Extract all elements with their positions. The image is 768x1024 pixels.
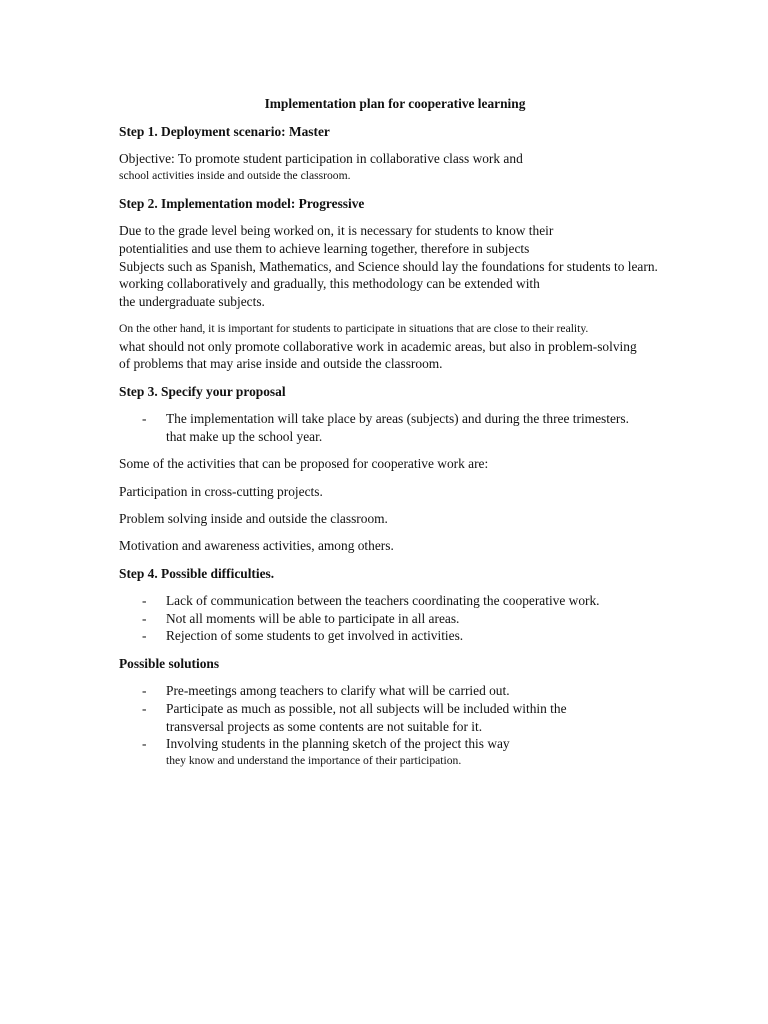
step2-para2-line1: On the other hand, it is important for students to participate in situations that are close to their reality. [119, 322, 589, 335]
step3-heading: Step 3. Specify your proposal [119, 384, 286, 399]
difficulty-item: Lack of communication between the teachers coordinating the cooperative work. [166, 593, 600, 608]
step1-objective-line1: Objective: To promote student participation in collaborative class work and [119, 151, 523, 166]
step2-para1-line1: Due to the grade level being worked on, it is necessary for students to know their [119, 223, 554, 238]
step1-objective-line2: school activities inside and outside the classroom. [119, 169, 351, 182]
solution-item-line1: Involving students in the planning sketch of the project this way [166, 736, 510, 751]
solution-item: Pre-meetings among teachers to clarify what will be carried out. [166, 683, 510, 698]
step1-heading: Step 1. Deployment scenario: Master [119, 124, 330, 139]
step2-para1-line3: Subjects such as Spanish, Mathematics, and Science should lay the foundations for students to learn. [119, 259, 658, 274]
bullet-dash: - [142, 701, 147, 716]
step3-bullet-line1: The implementation will take place by areas (subjects) and during the three trimesters. [166, 411, 629, 426]
step4-heading: Step 4. Possible difficulties. [119, 566, 275, 581]
step2-para2-line2: what should not only promote collaborative work in academic areas, but also in problem-solving [119, 339, 637, 354]
bullet-dash: - [142, 628, 147, 643]
document-title: Implementation plan for cooperative learning [264, 96, 526, 111]
step2-para1-line2: potentialities and use them to achieve learning together, therefore in subjects [119, 241, 530, 256]
activity-item: Motivation and awareness activities, among others. [119, 538, 394, 553]
solution-item-line1: Participate as much as possible, not all subjects will be included within the [166, 701, 567, 716]
step2-para1-line4: working collaboratively and gradually, this methodology can be extended with [119, 276, 540, 291]
bullet-dash: - [142, 411, 147, 426]
bullet-dash: - [142, 611, 147, 626]
bullet-dash: - [142, 683, 147, 698]
step3-bullet-line2: that make up the school year. [166, 429, 323, 444]
activity-item: Participation in cross-cutting projects. [119, 484, 323, 499]
bullet-dash: - [142, 736, 147, 751]
bullet-dash: - [142, 593, 147, 608]
step2-para2-line3: of problems that may arise inside and outside the classroom. [119, 356, 443, 371]
step2-heading: Step 2. Implementation model: Progressive [119, 196, 365, 211]
activities-intro: Some of the activities that can be proposed for cooperative work are: [119, 456, 489, 471]
step2-para1-line5: the undergraduate subjects. [119, 294, 265, 309]
difficulty-item: Not all moments will be able to participate in all areas. [166, 611, 460, 626]
solution-item-line2: transversal projects as some contents are not suitable for it. [166, 719, 483, 734]
difficulty-item: Rejection of some students to get involved in activities. [166, 628, 464, 643]
solutions-heading: Possible solutions [119, 656, 220, 671]
activity-item: Problem solving inside and outside the classroom. [119, 511, 388, 526]
solution-item-line2: they know and understand the importance of their participation. [166, 754, 462, 767]
